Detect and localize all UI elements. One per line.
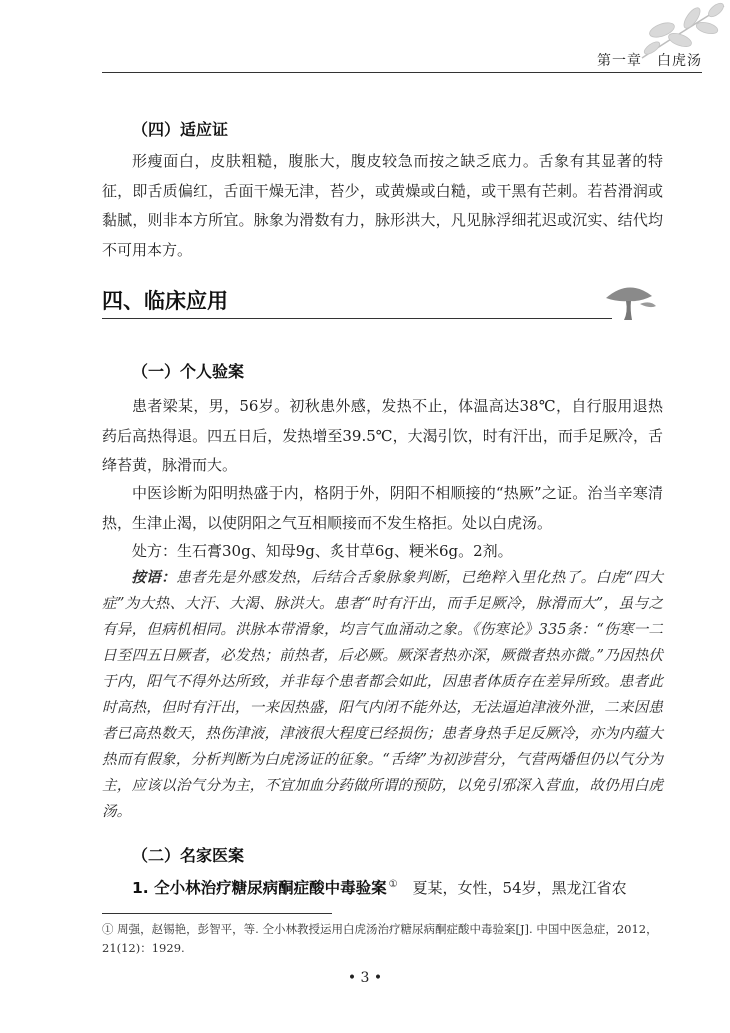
subsection-heading-famous-cases: （二）名家医案 (132, 846, 245, 865)
subsection-heading-indications: （四）适应证 (132, 120, 229, 139)
footnote-rule (102, 913, 332, 914)
section-rule (102, 318, 612, 319)
subsection-heading-personal-case: （一）个人验案 (132, 362, 245, 381)
commentary-text: 患者先是外感发热，后结合舌象脉象判断，已绝粹入里化热了。白虎“四大症”为大热、大汗、大渴、脉洪大。患者“时有汗出，而手足厥冷，脉滑而大”，虽与之有异，但病机相同。洪脉本带滑象，均言气血涌动之象。《伤寒论》335条：“伤寒一二日至四五日厥者，必发热；前热者，后必厥。厥深者热亦深，厥微者热亦微。”乃因热伏于内，阳气不得外达所致，并非每个患者都会如此，因患者体质存在差异所致。患者此时高热，但时有汗出，一来因热盛，阳气内闭不能外达，无法逼迫津液外泄，二来因患者已高热数天，热伤津液，津液很大程度已经损伤；患者身热手足反厥冷，亦为内蕴大热而有假象，分析判断为白虎汤证的征象。“舌绛”为初涉营分，气营两燔但仍以气分为主，应该以治气分为主，不宜加血分药做所谓的预防，以免引邪深入营血，故仍用白虎汤。 (102, 569, 663, 820)
case-description-paragraph: 患者梁某，男，56岁。初秋患外感，发热不止，体温高达38℃，自行服用退热药后高热得退。四五日后，发热增至39.5℃，大渴引饮，时有汗出，而手足厥冷，舌绛苔黄，脉滑而大。 (102, 397, 663, 474)
mushroom-herb-icon (600, 282, 658, 322)
famous-case-title: 1. 仝小林治疗糖尿病酮症酸中毒验案 (132, 879, 387, 897)
commentary-paragraph (102, 565, 663, 825)
indications-paragraph: 形瘦面白，皮肤粗糙，腹胀大，腹皮较急而按之缺乏底力。舌象有其显著的特征，即舌质偏红，舌面干燥无津，苔少，或黄燥或白糙，或干黑有芒刺。若苔滑润或黏腻，则非本方所宜。脉象为滑数有力，脉形洪大，凡见脉浮细芤迟或沉实、结代均不可用本方。 (102, 152, 663, 259)
diagnosis-paragraph: 中医诊断为阳明热盛于内，格阴于外，阴阳不相顺接的“热厥”之证。治当辛寒清热，生津止渴，以使阴阳之气互相顺接而不发生格拒。处以白虎汤。 (102, 484, 663, 532)
footnote: ① 周强，赵锡艳，彭智平，等. 仝小林教授运用白虎汤治疗糖尿病酮症酸中毒验案[J]. 中国中医急症，2012，21(12)：1929. (102, 922, 658, 955)
page-number: • 3 • (347, 970, 383, 986)
famous-case-text: 夏某，女性，54岁，黑龙江省农 (397, 879, 627, 897)
famous-case-item (132, 876, 663, 898)
running-header-chapter-title: 第一章 白虎汤 (597, 53, 702, 69)
commentary-label: 按语： (131, 569, 177, 586)
footnote-reference[interactable]: ① (388, 879, 398, 890)
prescription-paragraph: 处方：生石膏30g、知母9g、炙甘草6g、粳米6g。2剂。 (132, 542, 513, 560)
section-heading-clinical-application: 四、临床应用 (102, 289, 228, 313)
header-rule (102, 72, 702, 73)
